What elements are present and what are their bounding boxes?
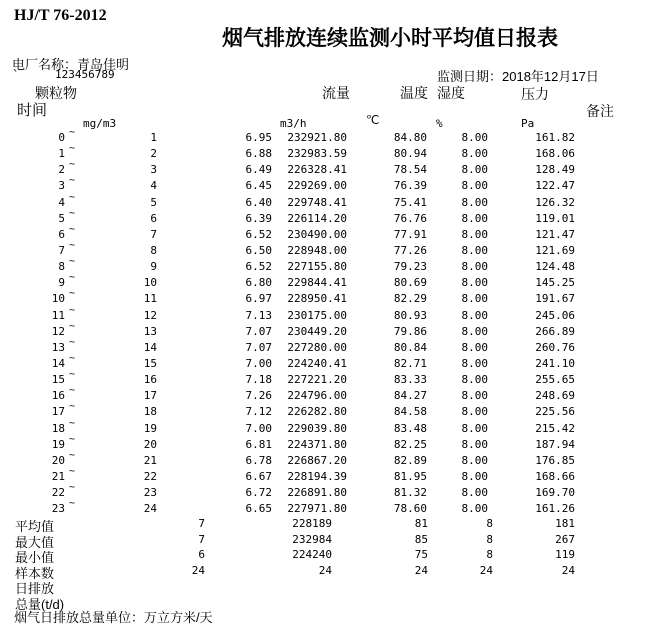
flow-value: 229844.41 [287,276,347,290]
hour-start: 1 [58,147,65,161]
dust-value: 7.00 [245,356,272,370]
hour-end: 8 [150,243,157,257]
range-tilde: ~ [69,336,76,348]
table-row [0,482,650,502]
flow-value: 227971.80 [287,502,347,516]
dust-value: 7.07 [245,324,272,338]
flow-value: 224240.41 [287,356,347,370]
table-row [0,369,650,389]
monitor-date-label: 监测日期： [437,69,503,84]
range-tilde: ~ [69,127,76,138]
hour-end: 7 [150,227,157,241]
temp-value: 78.60 [393,502,427,516]
pressure-value: 248.69 [535,389,575,403]
flow-value: 226282.80 [287,405,347,419]
table-row [0,127,650,147]
summary-temp: 81 [414,517,428,530]
range-tilde: ~ [69,239,76,251]
hour-end: 16 [143,373,157,387]
humidity-value: 8.00 [461,324,488,338]
summary-humidity: 24 [479,563,493,577]
summary-flow: 232984 [292,532,332,546]
plant-code: 123456789 [55,68,115,81]
summary-flow: 224240 [292,548,332,562]
table-row [0,256,650,276]
hour-start: 17 [51,405,65,419]
unit-temp: ℃ [366,113,380,127]
hour-start: 2 [58,163,65,177]
range-tilde: ~ [69,191,76,203]
col-header-remark: 备注 [586,103,614,119]
humidity-value: 8.00 [461,340,488,354]
table-row [0,417,650,438]
flow-value: 232983.59 [287,147,347,161]
pressure-value: 176.85 [535,453,575,467]
humidity-value: 8.00 [461,453,488,467]
pressure-value: 245.06 [535,308,575,322]
temp-value: 84.58 [393,405,427,419]
summary-dust: 7 [198,532,205,546]
summary-dust: 7 [198,517,205,530]
summary-row [0,532,650,548]
plant-code-prefix: ` [12,68,20,82]
hour-end: 18 [143,405,157,419]
table-row [0,465,650,486]
hour-end: 3 [150,163,157,177]
summary-label: 平均值 [15,519,55,534]
summary-pressure: 24 [561,563,575,577]
range-tilde: ~ [69,369,76,381]
hour-end: 6 [150,211,157,225]
flow-value: 228194.39 [287,469,347,483]
flow-value: 227280.00 [287,340,347,354]
table-row [0,239,650,260]
hour-start: 22 [51,486,65,500]
pressure-value: 260.76 [535,340,575,354]
standard-number: HJ/T 76-2012 [14,7,107,24]
table-row [0,191,650,212]
pressure-value: 168.66 [535,469,575,483]
table-row [0,159,650,179]
humidity-value: 8.00 [461,486,488,500]
range-tilde: ~ [69,449,76,461]
humidity-value: 8.00 [461,260,488,274]
dust-value: 6.49 [245,163,272,177]
hourly-data-table [0,127,650,518]
hour-end: 13 [143,324,157,338]
flow-value: 229748.41 [287,195,347,209]
temp-value: 82.29 [393,292,427,306]
dust-value: 7.13 [245,308,272,322]
humidity-value: 8.00 [461,405,488,419]
flow-value: 230490.00 [287,227,347,241]
flow-value: 228950.41 [287,292,347,306]
pressure-value: 128.49 [535,163,575,177]
dust-value: 7.18 [245,373,272,387]
table-row [0,385,650,405]
hour-end: 5 [150,195,157,209]
summary-row [0,547,650,566]
temp-value: 80.94 [393,147,427,161]
table-row [0,223,650,244]
flow-value: 229269.00 [287,179,347,193]
pressure-value: 168.06 [535,147,575,161]
summary-dust: 24 [191,563,205,577]
range-tilde: ~ [69,272,76,284]
dust-value: 6.39 [245,211,272,225]
dust-value: 6.45 [245,179,272,193]
temp-value: 80.84 [393,340,427,354]
humidity-value: 8.00 [461,389,488,403]
table-row [0,320,650,341]
flow-value: 224371.80 [287,437,347,451]
unit-dust: mg/m3 [83,117,117,130]
pressure-value: 169.70 [535,486,575,500]
table-row [0,175,650,195]
hour-end: 4 [150,179,157,193]
summary-dust: 6 [198,548,205,562]
temp-value: 79.86 [393,324,427,338]
summary-flow: 24 [318,563,332,577]
hour-end: 22 [143,469,157,483]
footer-note: 烟气日排放总量单位：万立方米/天 [14,610,213,625]
humidity-value: 8.00 [461,211,488,225]
temp-value: 80.69 [393,276,427,290]
flow-value: 232921.80 [287,131,347,144]
hour-start: 3 [58,179,65,193]
flow-value: 230449.20 [287,324,347,338]
humidity-value: 8.00 [461,373,488,387]
pressure-value: 241.10 [535,356,575,370]
dust-value: 6.80 [245,276,272,290]
humidity-value: 8.00 [461,356,488,370]
pressure-value: 122.47 [535,179,575,193]
temp-value: 76.76 [393,211,427,225]
pressure-value: 225.56 [535,405,575,419]
dust-value: 6.40 [245,195,272,209]
dust-value: 7.26 [245,389,272,403]
hour-start: 16 [51,389,65,403]
range-tilde: ~ [69,385,76,397]
humidity-value: 8.00 [461,292,488,306]
dust-value: 6.97 [245,292,272,306]
temp-value: 82.25 [393,437,427,451]
temp-value: 84.80 [393,131,427,144]
temp-value: 83.48 [393,421,427,435]
hour-end: 12 [143,308,157,322]
hour-start: 0 [58,131,65,144]
range-tilde: ~ [69,207,76,219]
summary-flow: 228189 [292,517,332,530]
summary-label: 最小值 [15,550,55,566]
hour-end: 1 [150,131,157,144]
hour-end: 9 [150,260,157,274]
dust-value: 6.50 [245,243,272,257]
humidity-value: 8.00 [461,163,488,177]
summary-row [0,516,650,532]
humidity-value: 8.00 [461,276,488,290]
hour-end: 15 [143,356,157,370]
range-tilde: ~ [69,352,76,364]
hour-start: 7 [58,243,65,257]
hour-end: 10 [143,276,157,290]
summary-pressure: 181 [555,517,575,530]
humidity-value: 8.00 [461,131,488,144]
hour-start: 18 [51,421,65,435]
range-tilde: ~ [69,465,76,477]
temp-value: 78.54 [393,163,427,177]
humidity-value: 8.00 [461,195,488,209]
humidity-value: 8.00 [461,502,488,516]
pressure-value: 215.42 [535,421,575,435]
temp-value: 80.93 [393,308,427,322]
table-row [0,352,650,373]
humidity-value: 8.00 [461,421,488,435]
range-tilde: ~ [69,401,76,413]
table-row [0,143,650,163]
pressure-value: 121.47 [535,227,575,241]
hour-start: 21 [51,469,65,483]
range-tilde: ~ [69,320,76,332]
flow-value: 226891.80 [287,486,347,500]
summary-humidity: 8 [486,517,493,530]
humidity-value: 8.00 [461,147,488,161]
summary-label: 样本数 [15,565,55,581]
hour-end: 19 [143,421,157,435]
hour-start: 8 [58,260,65,274]
flow-value: 226867.20 [287,453,347,467]
flow-value: 229039.80 [287,421,347,435]
flow-value: 228948.00 [287,243,347,257]
flow-value: 227221.20 [287,373,347,387]
range-tilde: ~ [69,159,76,171]
table-row [0,207,650,228]
flow-value: 224796.00 [287,389,347,403]
hour-end: 11 [143,292,157,306]
humidity-value: 8.00 [461,243,488,257]
summary-pressure: 267 [555,532,575,546]
summary-temp: 85 [414,532,428,546]
table-row [0,401,650,421]
summary-label: 总量(t/d) [15,596,65,612]
hour-end: 2 [150,147,157,161]
hour-end: 14 [143,340,157,354]
temp-value: 81.95 [393,469,427,483]
hour-end: 24 [143,502,157,516]
temp-value: 77.26 [393,243,427,257]
summary-humidity: 8 [486,532,493,546]
humidity-value: 8.00 [461,227,488,241]
dust-value: 7.00 [245,421,272,435]
plant-name-value: 青岛佳明 [77,57,130,72]
pressure-value: 121.69 [535,243,575,257]
table-row [0,288,650,308]
col-header-dust: 颗粒物 [35,85,77,101]
temp-value: 77.91 [393,227,427,241]
summary-humidity: 8 [486,548,493,562]
unit-humidity: % [436,117,443,130]
pressure-value: 191.67 [535,292,575,306]
summary-label: 日排放 [15,581,55,597]
dust-value: 7.12 [245,405,272,419]
dust-value: 6.78 [245,453,272,467]
dust-value: 6.52 [245,260,272,274]
summary-temp: 75 [414,548,428,562]
hour-start: 13 [51,340,65,354]
temp-value: 75.41 [393,195,427,209]
unit-flow: m3/h [280,117,307,130]
hour-start: 11 [51,308,65,322]
unit-pressure: Pa [521,117,535,130]
dust-value: 6.72 [245,486,272,500]
summary-row [0,563,650,579]
pressure-value: 255.65 [535,373,575,387]
dust-value: 7.07 [245,340,272,354]
range-tilde: ~ [69,417,76,429]
humidity-value: 8.00 [461,437,488,451]
col-header-time: 时间 [17,102,48,119]
table-row [0,433,650,454]
monitor-date-value: 2018年12月17日 [502,69,599,84]
dust-value: 6.65 [245,502,272,516]
hour-start: 9 [58,276,65,290]
dust-value: 6.52 [245,227,272,241]
range-tilde: ~ [69,143,76,155]
hour-start: 12 [51,324,65,338]
temp-value: 79.23 [393,260,427,274]
pressure-value: 119.01 [535,211,575,225]
hour-start: 19 [51,437,65,451]
humidity-value: 8.00 [461,308,488,322]
pressure-value: 126.32 [535,195,575,209]
range-tilde: ~ [69,288,76,300]
hour-start: 20 [51,453,65,467]
temp-value: 82.89 [393,453,427,467]
temp-value: 81.32 [393,486,427,500]
hour-start: 5 [58,211,65,225]
range-tilde: ~ [69,433,76,445]
temp-value: 83.33 [393,373,427,387]
flow-value: 227155.80 [287,260,347,274]
hour-start: 6 [58,227,65,241]
pressure-value: 187.94 [535,437,575,451]
range-tilde: ~ [69,482,76,494]
hour-end: 21 [143,453,157,467]
hour-start: 14 [51,356,65,370]
table-row [0,272,650,292]
flow-value: 226328.41 [287,163,347,177]
pressure-value: 161.26 [535,502,575,516]
col-header-pressure: 压力 [521,86,549,102]
summary-temp: 24 [414,563,428,577]
temp-value: 82.71 [393,356,427,370]
temp-value: 84.27 [393,389,427,403]
table-row [0,336,650,357]
hour-start: 4 [58,195,65,209]
temp-value: 76.39 [393,179,427,193]
summary-row [0,578,650,597]
col-header-humidity: 湿度 [437,85,465,101]
range-tilde: ~ [69,223,76,235]
hour-start: 15 [51,373,65,387]
plant-name-label: 电厂名称： [12,57,78,72]
pressure-value: 145.25 [535,276,575,290]
flow-value: 230175.00 [287,308,347,322]
flow-value: 226114.20 [287,211,347,225]
range-tilde: ~ [69,498,76,510]
summary-label: 最大值 [15,534,55,550]
hour-end: 20 [143,437,157,451]
hour-start: 23 [51,502,65,516]
col-header-temp: 温度 [400,85,428,101]
summary-pressure: 119 [555,548,575,562]
col-header-flow: 流量 [322,85,350,101]
report-title: 烟气排放连续监测小时平均值日报表 [222,27,558,50]
pressure-value: 124.48 [535,260,575,274]
humidity-value: 8.00 [461,179,488,193]
hour-end: 23 [143,486,157,500]
dust-value: 6.81 [245,437,272,451]
dust-value: 6.95 [245,131,272,144]
range-tilde: ~ [69,256,76,268]
dust-value: 6.67 [245,469,272,483]
summary-table [0,516,650,610]
hour-end: 17 [143,389,157,403]
pressure-value: 161.82 [535,131,575,144]
hour-start: 10 [51,292,65,306]
range-tilde: ~ [69,304,76,316]
humidity-value: 8.00 [461,469,488,483]
table-row [0,449,650,470]
range-tilde: ~ [69,175,76,187]
pressure-value: 266.89 [535,324,575,338]
table-row [0,304,650,325]
dust-value: 6.88 [245,147,272,161]
